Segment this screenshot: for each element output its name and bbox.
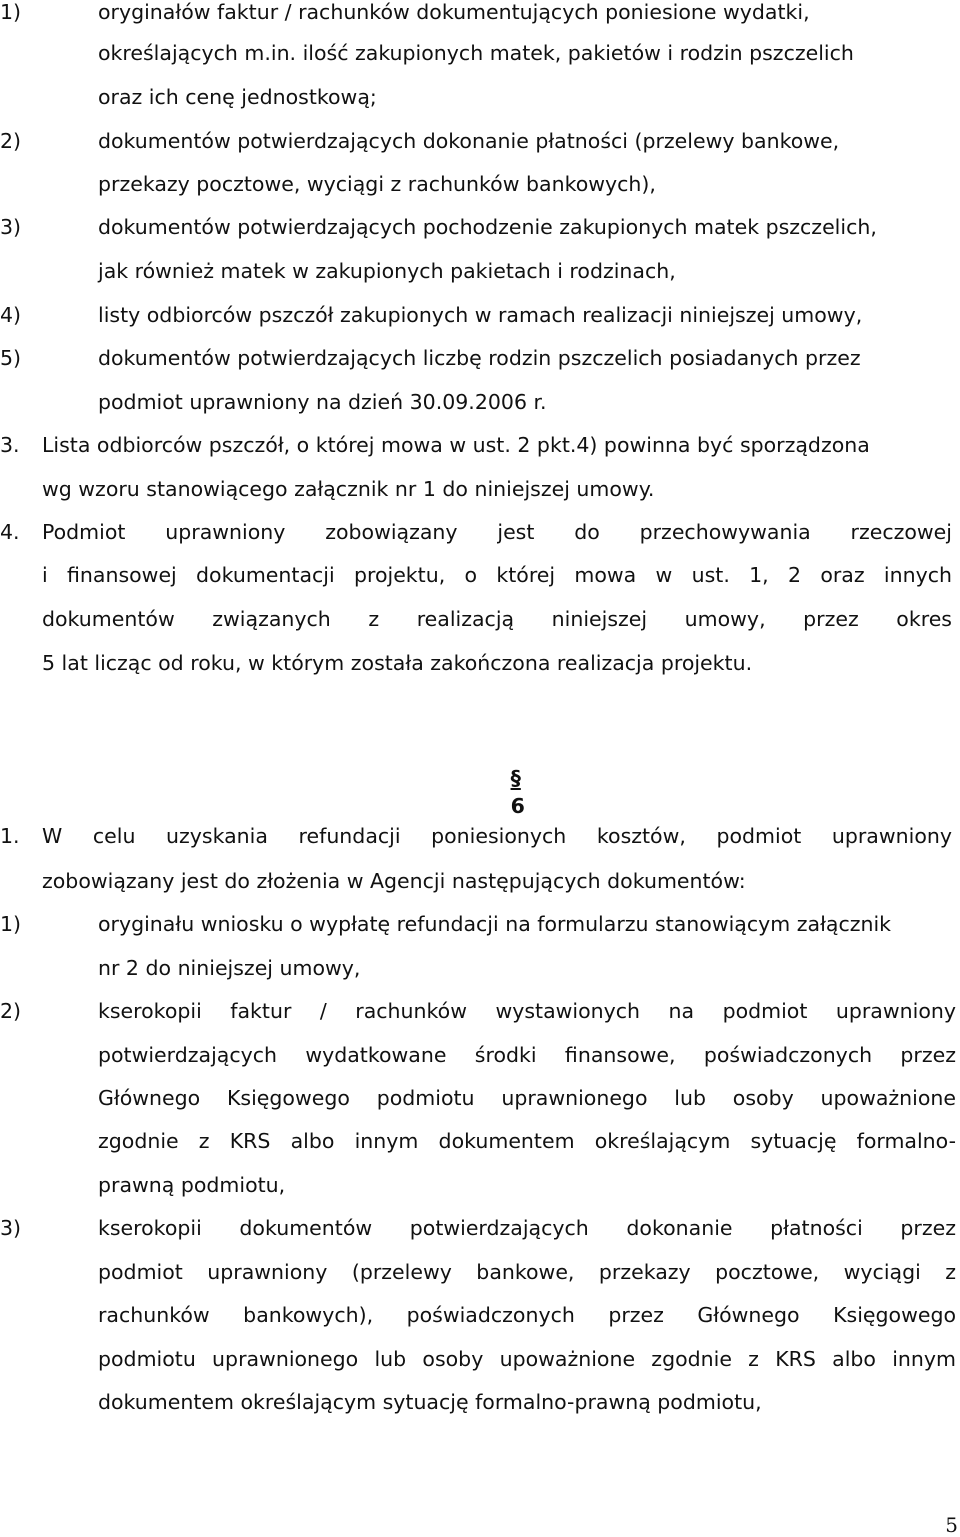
list-item-text: nr 2 do niniejszej umowy,	[98, 956, 361, 980]
list-item-text: dokumentów potwierdzających dokonanie płatności (przelewy bankowe,	[98, 129, 840, 153]
list-item-text: Głównego Księgowego podmiotu uprawnionego lub osoby upoważnione	[98, 1086, 956, 1110]
section-number: 6	[510, 794, 525, 818]
paragraph-line: 5 lat licząc od roku, w którym została zakończona realizacja projektu.	[42, 651, 753, 675]
list-item-text: podmiot uprawniony na dzień 30.09.2006 r.	[98, 390, 547, 414]
list-item-text: przekazy pocztowe, wyciągi z rachunków bankowych),	[98, 172, 656, 196]
page-number: 5	[945, 1513, 958, 1537]
paragraph-number: 4.	[0, 520, 20, 544]
list-item-text: dokumentem określającym sytuację formalno-prawną podmiotu,	[98, 1390, 762, 1414]
list-item-text: zgodnie z KRS albo innym dokumentem określającym sytuację formalno-	[98, 1129, 956, 1153]
list-marker: 1)	[0, 0, 22, 24]
paragraph-number: 3.	[0, 433, 20, 457]
list-item-text: oryginału wniosku o wypłatę refundacji na formularzu stanowiącym załącznik	[98, 912, 892, 936]
list-item-text: podmiot uprawniony (przelewy bankowe, przekazy pocztowe, wyciągi z	[98, 1260, 956, 1284]
list-marker: 3)	[0, 215, 22, 239]
list-item-text: kserokopii dokumentów potwierdzających dokonanie płatności przez	[98, 1216, 956, 1240]
list-marker: 4)	[0, 303, 22, 327]
list-item-text: rachunków bankowych), poświadczonych przez Głównego Księgowego	[98, 1303, 956, 1327]
paragraph-line: Podmiot uprawniony zobowiązany jest do przechowywania rzeczowej	[42, 520, 952, 544]
list-item-text: podmiotu uprawnionego lub osoby upoważnione zgodnie z KRS albo innym	[98, 1347, 956, 1371]
paragraph-line: dokumentów związanych z realizacją niniejszej umowy, przez okres	[42, 607, 952, 631]
paragraph-number: 1.	[0, 824, 20, 848]
paragraph-line: wg wzoru stanowiącego załącznik nr 1 do niniejszej umowy.	[42, 477, 655, 501]
list-marker: 1)	[0, 912, 22, 936]
list-item-text: określających m.in. ilość zakupionych matek, pakietów i rodzin pszczelich	[98, 41, 854, 65]
paragraph-line: zobowiązany jest do złożenia w Agencji następujących dokumentów:	[42, 869, 746, 893]
list-item-line: oryginałów faktur / rachunków dokumentujących poniesione wydatki,	[98, 0, 810, 24]
paragraph-line: i finansowej dokumentacji projektu, o której mowa w ust. 1, 2 oraz innych	[42, 563, 952, 587]
list-marker: 3)	[0, 1216, 22, 1240]
list-marker: 2)	[0, 129, 22, 153]
paragraph-line: W celu uzyskania refundacji poniesionych kosztów, podmiot uprawniony	[42, 824, 952, 848]
paragraph-line: Lista odbiorców pszczół, o której mowa w ust. 2 pkt.4) powinna być sporządzona	[42, 433, 870, 457]
list-item-text: prawną podmiotu,	[98, 1173, 286, 1197]
list-item-text: potwierdzających wydatkowane środki finansowe, poświadczonych przez	[98, 1043, 956, 1067]
section-symbol: §	[510, 766, 521, 790]
list-item-text: dokumentów potwierdzających liczbę rodzin pszczelich posiadanych przez	[98, 346, 861, 370]
list-item-text: kserokopii faktur / rachunków wystawionych na podmiot uprawniony	[98, 999, 956, 1023]
list-item-text: jak również matek w zakupionych pakietach i rodzinach,	[98, 259, 676, 283]
list-item-text: oraz ich cenę jednostkową;	[98, 85, 377, 109]
list-marker: 2)	[0, 999, 22, 1023]
list-marker: 5)	[0, 346, 22, 370]
list-item-text: dokumentów potwierdzających pochodzenie zakupionych matek pszczelich,	[98, 215, 877, 239]
list-item-text	[98, 0, 958, 24]
list-item-text: listy odbiorców pszczół zakupionych w ramach realizacji niniejszej umowy,	[98, 303, 863, 327]
